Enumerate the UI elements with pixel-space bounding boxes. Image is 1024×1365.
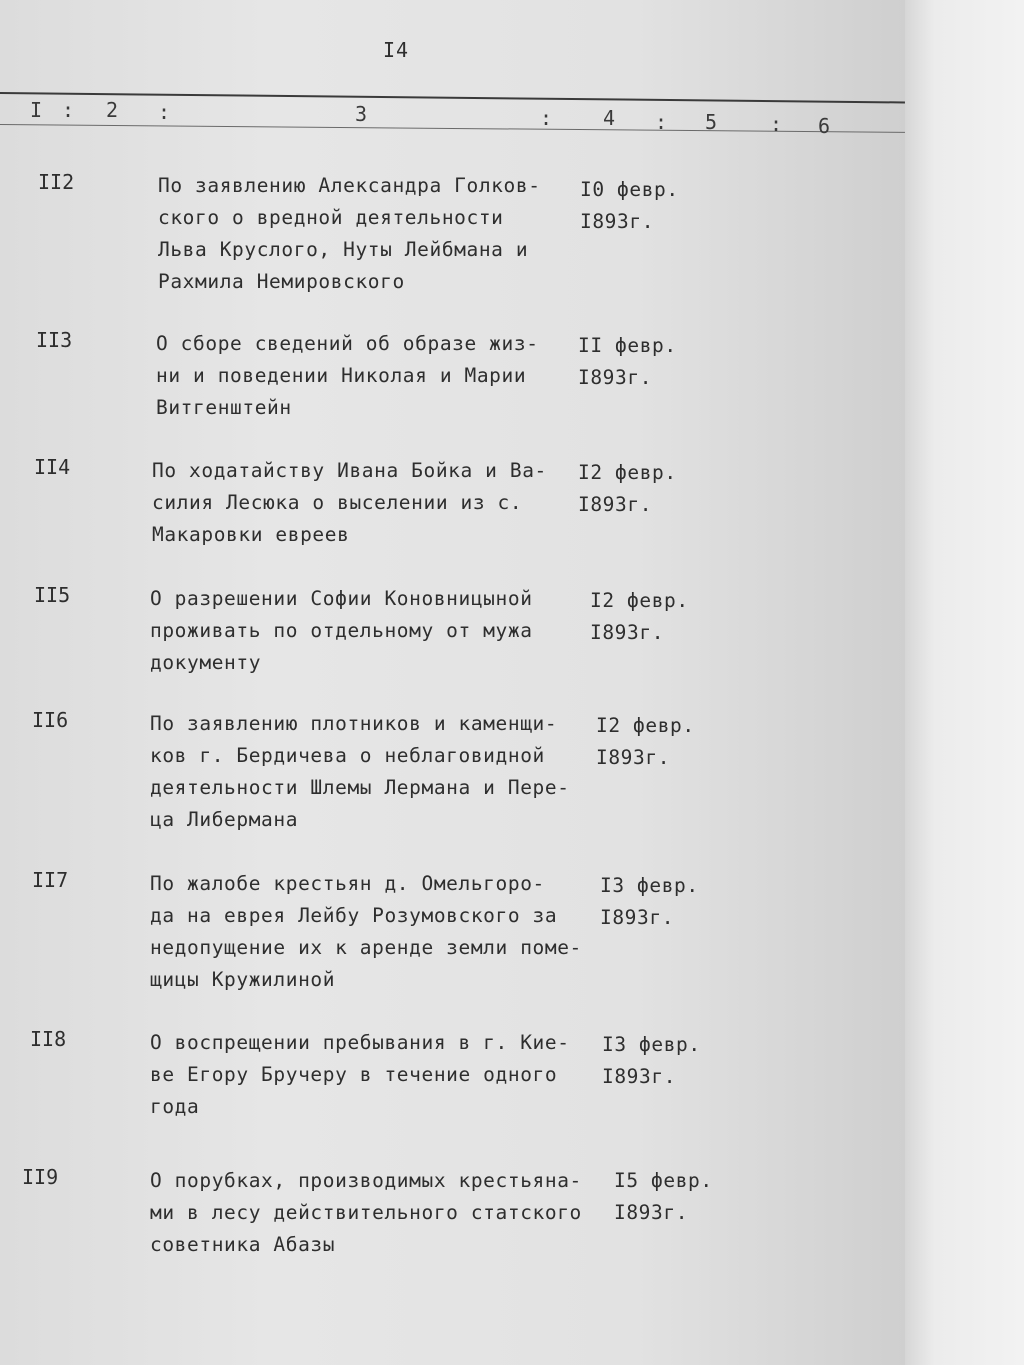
column-separator: : bbox=[62, 98, 75, 122]
description-line: проживать по отдельному от мужа bbox=[150, 619, 533, 642]
record-description bbox=[156, 328, 539, 424]
date-year: I893г. bbox=[580, 210, 655, 233]
description-line: Рахмила Немировского bbox=[158, 270, 405, 293]
date-day: II февр. bbox=[578, 334, 677, 357]
record-description bbox=[150, 1027, 570, 1123]
description-line: По ходатайству Ивана Бойка и Ва- bbox=[152, 459, 547, 482]
date-day: I3 февр. bbox=[600, 874, 699, 897]
date-day: I2 февр. bbox=[578, 461, 677, 484]
description-line: документу bbox=[150, 651, 262, 674]
description-line: ков г. Бердичева о неблаговидной bbox=[150, 744, 545, 767]
record-date bbox=[580, 174, 679, 238]
description-line: По жалобе крестьян д. Омельгоро- bbox=[150, 872, 545, 895]
record-description bbox=[158, 170, 541, 298]
record-number: II6 bbox=[32, 708, 69, 732]
record-description bbox=[152, 455, 547, 551]
description-line: По заявлению Александра Голков- bbox=[158, 174, 541, 197]
record-date bbox=[602, 1029, 701, 1093]
description-line: ского о вредной деятельности bbox=[158, 206, 504, 229]
page-edge-background bbox=[905, 0, 1024, 1365]
record-date bbox=[578, 457, 677, 521]
record-number: II7 bbox=[32, 868, 69, 892]
description-line: ве Егору Бручеру в течение одного bbox=[150, 1063, 558, 1086]
description-line: О сборе сведений об образе жиз- bbox=[156, 332, 539, 355]
description-line: ни и поведении Николая и Марии bbox=[156, 364, 527, 387]
column-header: I bbox=[30, 98, 43, 122]
column-header: 2 bbox=[106, 98, 119, 122]
record-date bbox=[600, 870, 699, 934]
date-day: I3 февр. bbox=[602, 1033, 701, 1056]
description-line: О воспрещении пребывания в г. Кие- bbox=[150, 1031, 570, 1054]
date-year: I893г. bbox=[590, 621, 665, 644]
date-day: I5 февр. bbox=[614, 1169, 713, 1192]
description-line: По заявлению плотников и каменщи- bbox=[150, 712, 558, 735]
date-year: I893г. bbox=[602, 1065, 677, 1088]
date-year: I893г. bbox=[600, 906, 675, 929]
column-separator: : bbox=[158, 100, 171, 124]
record-description bbox=[150, 583, 533, 679]
description-line: О порубках, производимых крестьяна- bbox=[150, 1169, 582, 1192]
description-line: Льва Круслого, Нуты Лейбмана и bbox=[158, 238, 529, 261]
column-separator: : bbox=[655, 110, 668, 134]
description-line: ми в лесу действительного статского bbox=[150, 1201, 582, 1224]
description-line: да на еврея Лейбу Розумовского за bbox=[150, 904, 558, 927]
column-separator: : bbox=[770, 112, 783, 136]
record-number: II5 bbox=[34, 583, 71, 607]
description-line: года bbox=[150, 1095, 200, 1118]
date-year: I893г. bbox=[596, 746, 671, 769]
description-line: щицы Кружилиной bbox=[150, 968, 336, 991]
record-date bbox=[614, 1165, 713, 1229]
page-number: I4 bbox=[383, 38, 410, 62]
description-line: О разрешении Софии Коновницыной bbox=[150, 587, 533, 610]
record-number: II8 bbox=[30, 1027, 67, 1051]
description-line: недопущение их к аренде земли поме- bbox=[150, 936, 582, 959]
column-header: 5 bbox=[705, 110, 718, 134]
column-separator: : bbox=[540, 106, 553, 130]
record-description bbox=[150, 708, 570, 836]
record-description bbox=[150, 868, 582, 996]
description-line: советника Абазы bbox=[150, 1233, 336, 1256]
description-line: силия Лесюка о выселении из с. bbox=[152, 491, 523, 514]
date-day: I0 февр. bbox=[580, 178, 679, 201]
description-line: Витгенштейн bbox=[156, 396, 292, 419]
record-number: II4 bbox=[34, 455, 71, 479]
date-year: I893г. bbox=[578, 366, 653, 389]
record-number: II9 bbox=[22, 1165, 59, 1189]
record-date bbox=[596, 710, 695, 774]
date-day: I2 февр. bbox=[596, 714, 695, 737]
column-header: 4 bbox=[603, 106, 616, 130]
record-description bbox=[150, 1165, 582, 1261]
column-header: 3 bbox=[355, 102, 368, 126]
record-date bbox=[578, 330, 677, 394]
date-year: I893г. bbox=[614, 1201, 689, 1224]
description-line: ца Либермана bbox=[150, 808, 299, 831]
date-year: I893г. bbox=[578, 493, 653, 516]
date-day: I2 февр. bbox=[590, 589, 689, 612]
description-line: деятельности Шлемы Лермана и Пере- bbox=[150, 776, 570, 799]
column-header: 6 bbox=[818, 114, 831, 138]
record-number: II2 bbox=[38, 170, 75, 194]
description-line: Макаровки евреев bbox=[152, 523, 350, 546]
record-date bbox=[590, 585, 689, 649]
record-number: II3 bbox=[36, 328, 73, 352]
